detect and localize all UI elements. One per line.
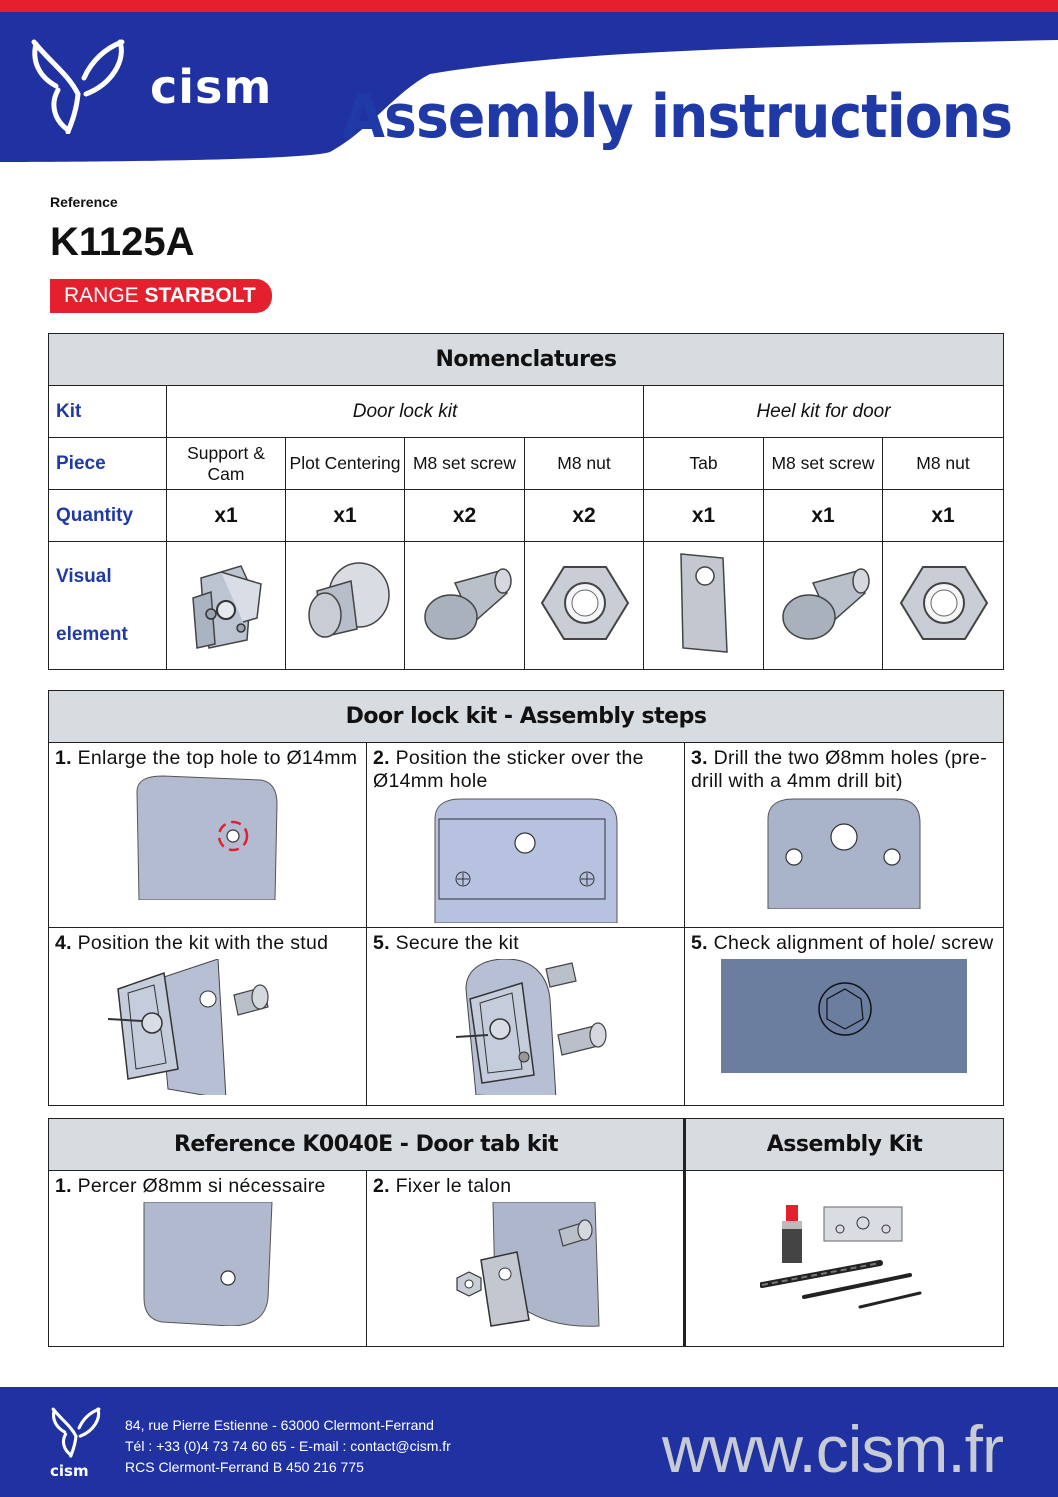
assembly-kit-illustration [760, 1201, 930, 1311]
step-number: 2. [373, 747, 390, 769]
drilled-plate-illustration [764, 797, 924, 909]
quantity-value: x1 [286, 490, 405, 542]
step-text: Fixer le talon [389, 1175, 512, 1197]
cism-logo-icon [28, 34, 128, 134]
reference-label: Reference [50, 194, 118, 210]
page-title: Assembly instructions [342, 82, 1012, 152]
step-number: 5. [691, 932, 708, 954]
drill-plate-illustration [140, 1202, 276, 1326]
step-number: 1. [55, 747, 72, 769]
step-cell [367, 743, 685, 928]
step-cell [49, 743, 367, 928]
kit-secured-illustration [426, 959, 626, 1095]
piece-name: M8 nut [883, 438, 1004, 490]
row-label-kit: Kit [49, 386, 167, 438]
set-screw-icon [415, 553, 515, 653]
step-cell [685, 928, 1004, 1106]
step-cell [49, 928, 367, 1106]
tab-kit-table [48, 1118, 1004, 1347]
range-name: STARBOLT [144, 284, 256, 307]
step-number: 4. [55, 932, 72, 954]
piece-name: M8 set screw [405, 438, 525, 490]
kit-positioning-illustration [108, 959, 308, 1095]
row-label-visual [49, 542, 167, 670]
step-number: 5. [373, 932, 390, 954]
hex-nut-icon [534, 553, 634, 653]
assembly-kit-cell [685, 1171, 1004, 1347]
reference-value: K1125A [50, 220, 195, 264]
tab-icon [669, 548, 739, 658]
header-red-stripe [0, 0, 1058, 12]
footer-contact[interactable]: Tél : +33 (0)4 73 74 60 65 - E-mail : contact@cism.fr [125, 1438, 451, 1454]
door-lock-steps-table [48, 690, 1004, 1106]
sticker-plate-illustration [433, 797, 619, 923]
step-number: 3. [691, 747, 708, 769]
footer-website-link[interactable]: www.cism.fr [662, 1412, 1003, 1486]
kit-name-heel: Heel kit for door [644, 386, 1004, 438]
brand-name: cism [150, 60, 273, 114]
step-text: Position the kit with the stud [71, 932, 329, 954]
piece-name: Plot Centering [286, 438, 405, 490]
range-prefix: RANGE [64, 284, 145, 307]
piece-name: M8 set screw [764, 438, 883, 490]
quantity-value: x2 [525, 490, 644, 542]
piece-name: Support & Cam [167, 438, 286, 490]
piece-name: Tab [644, 438, 764, 490]
footer-cism-logo-icon [50, 1404, 102, 1458]
range-badge [50, 279, 272, 313]
visual-label-2: element [56, 624, 128, 645]
step-text: Percer Ø8mm si nécessaire [71, 1175, 326, 1197]
piece-name: M8 nut [525, 438, 644, 490]
step-text: Enlarge the top hole to Ø14mm [71, 747, 358, 769]
quantity-value: x1 [883, 490, 1004, 542]
step-cell [367, 928, 685, 1106]
quantity-value: x1 [764, 490, 883, 542]
visual-label-1: Visual [56, 566, 112, 587]
step-number: 1. [55, 1175, 72, 1197]
quantity-value: x2 [405, 490, 525, 542]
plot-centering-icon [295, 553, 395, 653]
assembly-kit-title: Assembly Kit [685, 1119, 1004, 1171]
plate-hole-illustration [133, 774, 283, 900]
row-label-quantity: Quantity [49, 490, 167, 542]
row-label-piece: Piece [49, 438, 167, 490]
step-cell [367, 1171, 685, 1347]
quantity-value: x1 [644, 490, 764, 542]
support-cam-icon [181, 548, 271, 658]
footer-brand: cism [50, 1462, 89, 1480]
nomenclatures-table [48, 333, 1004, 670]
step-text: Position the sticker over the Ø14mm hole [373, 747, 644, 792]
step-cell [49, 1171, 367, 1347]
tab-kit-title: Reference K0040E - Door tab kit [49, 1119, 685, 1171]
alignment-check-illustration [721, 959, 967, 1073]
nomenclatures-title: Nomenclatures [49, 334, 1004, 386]
step-cell [685, 743, 1004, 928]
door-lock-steps-title: Door lock kit - Assembly steps [49, 691, 1004, 743]
set-screw-icon [773, 553, 873, 653]
heel-fixing-illustration [445, 1202, 605, 1330]
step-text: Secure the kit [389, 932, 520, 954]
kit-name-door-lock: Door lock kit [167, 386, 644, 438]
step-text: Drill the two Ø8mm holes (pre-drill with a 4mm drill bit) [691, 747, 987, 792]
footer-address: 84, rue Pierre Estienne - 63000 Clermont-Ferrand [125, 1417, 434, 1433]
step-number: 2. [373, 1175, 390, 1197]
footer-rcs: RCS Clermont-Ferrand B 450 216 775 [125, 1459, 364, 1475]
step-text: Check alignment of hole/ screw [707, 932, 994, 954]
quantity-value: x1 [167, 490, 286, 542]
hex-nut-icon [893, 553, 993, 653]
